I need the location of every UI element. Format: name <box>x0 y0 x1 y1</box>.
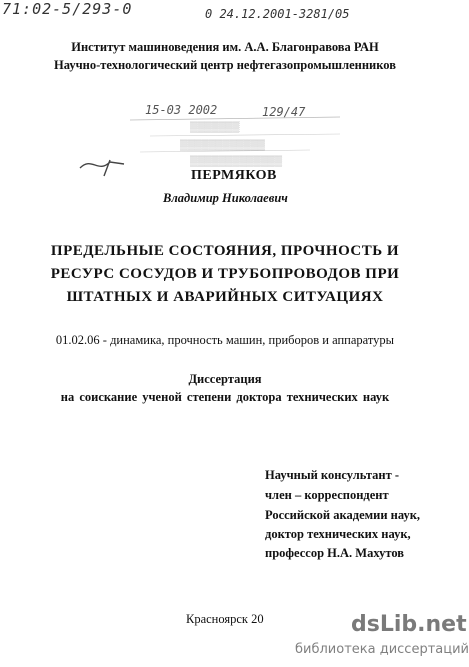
consultant-line-4: доктор технических наук, <box>265 527 411 541</box>
institution-line-1: Институт машиноведения им. А.А. Благонравова РАН <box>71 40 379 54</box>
title-line-3: ШТАТНЫХ И АВАРИЙНЫХ СИТУАЦИЯХ <box>66 289 384 305</box>
stamp-faint-text-1: ▒▒▒▒▒▒▒ <box>190 122 240 133</box>
consultant-line-3: Российской академии наук, <box>265 508 421 522</box>
handwritten-registration-left: 71:02-5/293-0 <box>2 0 133 18</box>
dslib-watermark <box>295 612 469 662</box>
consultant-line-2: член – корреспондент <box>265 488 389 502</box>
specialty-code: 01.02.06 - динамика, прочность машин, приборов и аппаратуры <box>55 333 395 347</box>
consultant-line-5: профессор Н.А. Махутов <box>265 546 405 560</box>
author-name: Владимир Николаевич <box>163 191 288 205</box>
institution-line-2: Научно-технологический центр нефтегазопромышленников <box>54 58 396 72</box>
author-surname: ПЕРМЯКОВ <box>191 168 277 183</box>
stamp-faint-text-3: ▒▒▒▒▒▒▒▒▒▒▒▒▒ <box>190 156 283 167</box>
stamp-handwritten-date: 15-03 2002 <box>145 103 218 117</box>
title-line-2: РЕСУРС СОСУДОВ И ТРУБОПРОВОДОВ ПРИ <box>50 266 400 282</box>
consultant-line-1: Научный консультант - <box>265 468 400 482</box>
handwritten-registration-right: 0 24.12.2001-3281/05 <box>205 7 350 21</box>
dissertation-label: Диссертация <box>188 372 262 386</box>
watermark-logo: dsLib.net <box>351 612 467 637</box>
watermark-subtitle: библиотека диссертаций <box>295 642 469 657</box>
city-year: Красноярск 20 <box>186 612 264 626</box>
dissertation-subtitle: на соискание ученой степени доктора технических наук <box>60 390 390 404</box>
stamp-faint-text-2: ▒▒▒▒▒▒▒▒▒▒▒▒ <box>180 140 266 151</box>
title-line-1: ПРЕДЕЛЬНЫЕ СОСТОЯНИЯ, ПРОЧНОСТЬ И <box>50 243 400 259</box>
stamp-handwritten-number: 129/47 <box>262 105 306 119</box>
